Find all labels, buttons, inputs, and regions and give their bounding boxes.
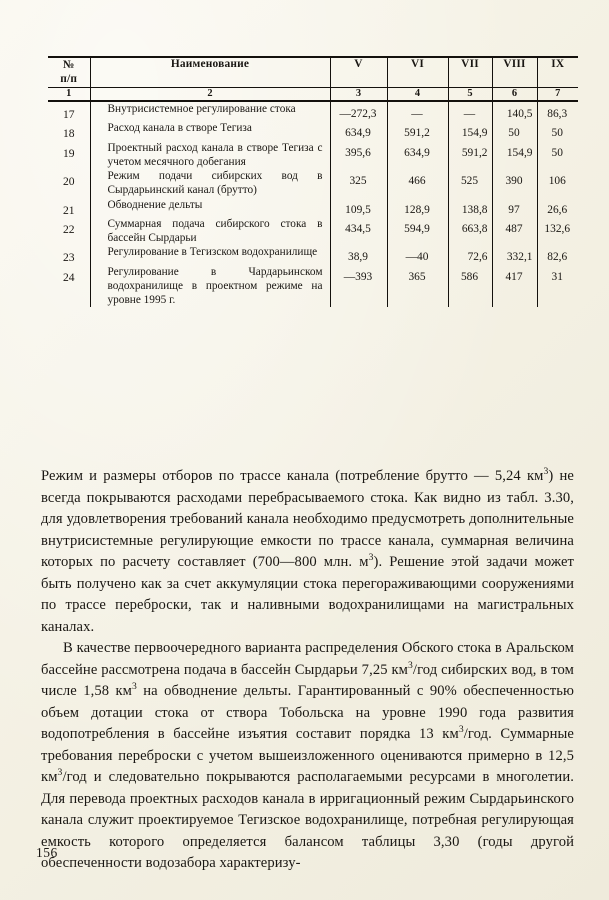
row-value-viii: 140,5 — [492, 101, 537, 122]
row-value-vi: 365 — [387, 265, 448, 307]
row-name: Регулирование в Чардарьинском водохранилище в проектном режиме на уровне 1995 г. — [90, 265, 330, 307]
row-value-v: 325 — [330, 169, 387, 197]
row-value-vi: 591,2 — [387, 121, 448, 141]
row-value-vii: 663,8 — [448, 217, 492, 245]
table-row — [48, 265, 578, 307]
colindex-7: 7 — [537, 87, 578, 101]
row-value-v: 634,9 — [330, 121, 387, 141]
table-row — [48, 217, 578, 245]
row-number: 18 — [62, 127, 75, 141]
body-text-block — [41, 466, 574, 875]
row-value-v: —272,3 — [330, 101, 387, 122]
header-cell-vi: VI — [387, 57, 448, 87]
paragraph-2: В качестве первоочередного варианта распределения Обского стока в Аральском бассейне рассмотрена подача в бассейн Сырдарьи 7,25 $км^3$/год сибирских вод, в том числе 1,58 $км^3$ на обводнение дельты. Гарантированный с 90% обеспеченностью объем дотации стока от створа Тобольска на уровне 1990 года развития водопотребления в бассейне изъятия составит порядка 13 $км^3$/год. Суммарные требования переброски с учетом вышеизложенного оцениваются примерно в 12,5 $км^3$/год и следовательно покрываются располагаемыми ресурсами в многолетии. Для перевода проектных расходов канала в ирригационный режим Сырдарьинского канала служит проектируемое Тегизское водохранилище, потребная регулирующая емкость которого определяется балансом таблицы 3,30 (годы другой обеспеченности водозабора характеризу- — [41, 640, 574, 872]
page-number: 156 — [36, 845, 58, 860]
header-cell-ix: IX — [537, 57, 578, 87]
row-value-ix: 82,6 — [537, 245, 578, 265]
row-name: Внутрисистемное регулирование стока — [90, 101, 330, 122]
row-value-viii: 332,1 — [492, 245, 537, 265]
row-value-vi: 466 — [387, 169, 448, 197]
row-number: 22 — [62, 223, 75, 237]
row-value-v: —393 — [330, 265, 387, 307]
colindex-3: 3 — [330, 87, 387, 101]
row-value-ix: 106 — [537, 169, 578, 197]
water-balance-table — [48, 56, 578, 307]
table-column-index-row — [48, 87, 578, 101]
row-value-viii: 390 — [492, 169, 537, 197]
colindex-2: 2 — [90, 87, 330, 101]
header-cell-v: V — [330, 57, 387, 87]
paragraph-1: Режим и размеры отборов по трассе канала (потребление брутто — 5,24 $км^3$) не всегда покрываются расходами перебрасываемого стока. Как видно из табл. 3.30, для удовлетворения требований канала необходимо предусмотреть дополнительные внутрисистемные регулирующие емкости по трассе канала, суммарная величина которых по расчету составляет (700—800 млн. $м^3$). Решение этой задачи может быть получено как за счет аккумуляции стока перегораживающими сооружениями по трассе переброски, так и наливными водохранилищами на магистральных каналах. — [41, 466, 575, 635]
data-table-wrapper — [48, 56, 578, 307]
header-cell-name: Наименование — [90, 57, 330, 87]
row-value-vii: 138,8 — [448, 198, 492, 218]
row-value-ix: 50 — [537, 121, 578, 141]
row-value-viii: 97 — [492, 198, 537, 218]
header-cell-number — [48, 57, 90, 87]
table-row — [48, 121, 578, 141]
row-value-viii: 417 — [492, 265, 537, 307]
row-number: 19 — [62, 147, 75, 161]
header-cell-vii: VII — [448, 57, 492, 87]
row-name: Обводнение дельты — [90, 198, 330, 218]
row-value-ix: 132,6 — [537, 217, 578, 245]
row-value-v: 109,5 — [330, 198, 387, 218]
table-row — [48, 198, 578, 218]
row-number: 21 — [62, 203, 75, 217]
row-name: Проектный расход канала в створе Тегиза с учетом месячного добегания — [90, 141, 330, 169]
row-value-vii: — — [448, 101, 492, 122]
row-value-viii: 154,9 — [492, 141, 537, 169]
row-name: Расход канала в створе Тегиза — [90, 121, 330, 141]
row-value-vi: 634,9 — [387, 141, 448, 169]
table-row — [48, 101, 578, 122]
row-value-v: 395,6 — [330, 141, 387, 169]
colindex-4: 4 — [387, 87, 448, 101]
row-value-vi: — — [387, 101, 448, 122]
row-value-v: 38,9 — [330, 245, 387, 265]
header-cell-viii: VIII — [492, 57, 537, 87]
row-value-vii: 154,9 — [448, 121, 492, 141]
row-value-viii: 487 — [492, 217, 537, 245]
row-number: 24 — [62, 271, 75, 285]
row-number: 17 — [48, 101, 90, 122]
table-row — [48, 141, 578, 169]
row-name: Режим подачи сибирских вод в Сырдарьинский канал (брутто) — [90, 169, 330, 197]
colindex-6: 6 — [492, 87, 537, 101]
row-value-vii: 591,2 — [448, 141, 492, 169]
row-value-ix: 86,3 — [537, 101, 578, 122]
colindex-1: 1 — [48, 87, 90, 101]
row-value-v: 434,5 — [330, 217, 387, 245]
row-value-vii: 72,6 — [448, 245, 492, 265]
table-row — [48, 245, 578, 265]
table-header-row — [48, 57, 578, 87]
row-name: Суммарная подача сибирского стока в бассейн Сырдарьи — [90, 217, 330, 245]
header-number-sub: п/п — [60, 73, 78, 86]
row-number: 23 — [62, 251, 75, 265]
row-value-vii: 586 — [448, 265, 492, 307]
header-number-symbol: № — [62, 59, 75, 71]
row-value-vi: 128,9 — [387, 198, 448, 218]
row-number: 20 — [62, 175, 75, 189]
row-value-ix: 50 — [537, 141, 578, 169]
table-row — [48, 169, 578, 197]
row-value-vi: —40 — [387, 245, 448, 265]
colindex-5: 5 — [448, 87, 492, 101]
row-value-ix: 31 — [537, 265, 578, 307]
row-name: Регулирование в Тегизском водохранилище — [90, 245, 330, 265]
row-value-vii: 525 — [448, 169, 492, 197]
row-value-viii: 50 — [492, 121, 537, 141]
row-value-ix: 26,6 — [537, 198, 578, 218]
row-value-vi: 594,9 — [387, 217, 448, 245]
